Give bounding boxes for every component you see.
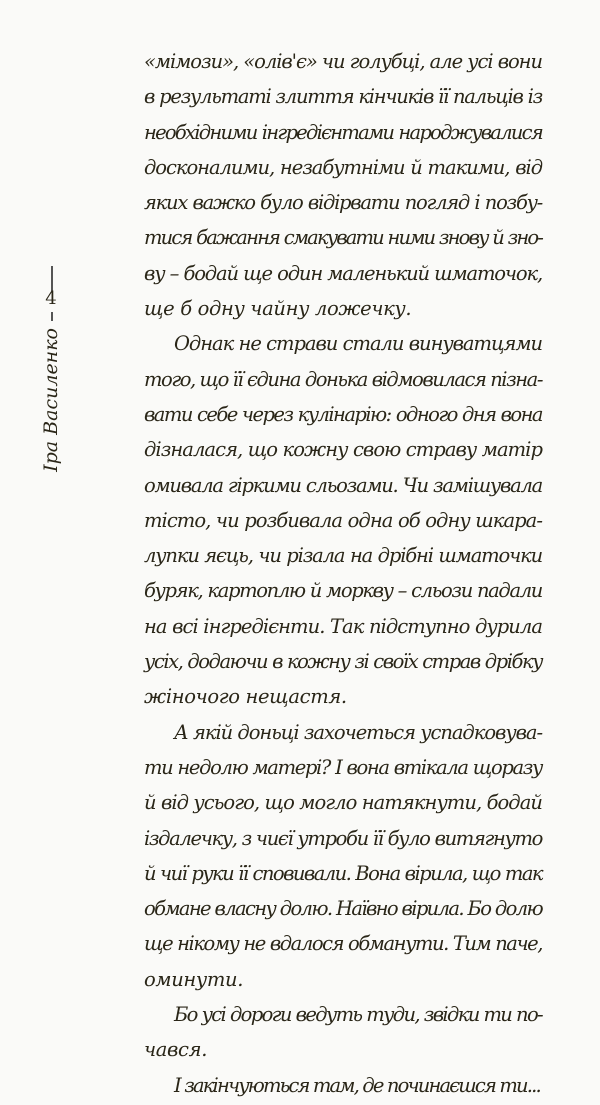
- text-line: [144, 893, 542, 928]
- running-head: [40, 328, 75, 472]
- text-line: [144, 222, 542, 257]
- text-line-content: І закінчуються там, де починаєшся ти...: [174, 1073, 540, 1097]
- text-line-content: обмане власну долю. Наївно вірила. Бо долю: [144, 897, 542, 921]
- text-line: [144, 575, 542, 610]
- text-line: [144, 364, 542, 399]
- text-line-content: необхідними інгредієнтами народжувалися: [144, 120, 542, 144]
- text-line-content: ву – бодай ще один маленький шматочок,: [144, 261, 542, 285]
- text-line: [144, 470, 542, 505]
- text-line-content: на всі інгредієнти. Так підступно дурила: [144, 614, 542, 638]
- text-line: [144, 328, 542, 363]
- text-line-content: лупки яєць, чи різала на дрібні шматочки: [144, 544, 542, 568]
- text-line-content: «мімози», «олів'є» чи голубці, але усі вони: [144, 50, 542, 73]
- text-line-content: омивала гіркими сльозами. Чи замішувала: [144, 473, 542, 497]
- text-line-content: вати себе через кулінарію: одного дня вона: [144, 402, 542, 426]
- text-line: [144, 399, 542, 434]
- author-name: Іра Василенко: [40, 328, 62, 472]
- text-line-content: Однак не страви стали винуватцями: [174, 332, 542, 356]
- text-line-content: ти недолю матері? І вона втікала щоразу: [144, 755, 542, 779]
- text-line-content: тися бажання смакувати ними знову й зно-: [144, 226, 542, 250]
- text-line: [144, 187, 542, 222]
- text-line: [144, 752, 542, 787]
- text-line: [144, 858, 542, 893]
- page-number: 4: [45, 288, 57, 309]
- text-line-content: й чиї руки її сповивали. Вона вірила, що так: [144, 861, 542, 885]
- text-line: [144, 681, 542, 716]
- text-line-content: оминути.: [144, 967, 244, 991]
- text-line-content: ще нікому не вдалося обманути. Тим паче,: [144, 932, 542, 956]
- text-line-content: буряк, картоплю й моркву – сльози падали: [144, 579, 542, 603]
- text-line-content: й від усього, що могло натякнути, бодай: [144, 791, 542, 815]
- text-line: [144, 611, 542, 646]
- text-line-content: жіночого нещастя.: [144, 685, 347, 709]
- text-line-content: дізналася, що кожну свою страву матір: [144, 438, 542, 462]
- body-text: [144, 46, 542, 1105]
- text-line-content: ще б одну чайну ложечку.: [144, 297, 412, 321]
- text-line-content: тісто, чи розбивала одна об одну шкара-: [144, 508, 542, 532]
- text-line: [144, 1070, 542, 1105]
- text-line: [144, 258, 542, 293]
- text-line: [144, 787, 542, 822]
- text-line: [144, 999, 542, 1034]
- margin-rule-middle: [51, 312, 53, 321]
- text-line: [144, 717, 542, 752]
- text-line-content: іздалечку, з чиєї утроби її було витягнуто: [144, 826, 542, 850]
- text-line-content: досконалими, незабутніми й такими, від: [144, 155, 542, 179]
- text-line: [144, 117, 542, 152]
- text-line: [144, 646, 542, 681]
- text-line: [144, 540, 542, 575]
- text-line-content: усіх, додаючи в кожну зі своїх страв дрібку: [144, 650, 542, 674]
- text-line: [144, 46, 542, 81]
- text-line-content: чався.: [144, 1038, 208, 1062]
- text-line: [144, 964, 542, 999]
- text-line: [144, 81, 542, 116]
- text-line: [144, 293, 542, 328]
- text-line: [144, 434, 542, 469]
- text-line: [144, 1034, 542, 1069]
- text-line: [144, 152, 542, 187]
- text-line: [144, 505, 542, 540]
- text-line: [144, 928, 542, 963]
- text-line-content: яких важко було відірвати погляд і позбу-: [144, 191, 542, 215]
- text-line-content: Бо усі дороги ведуть туди, звідки ти по-: [174, 1003, 542, 1027]
- text-line-content: в результаті злиття кінчиків її пальців із: [144, 85, 542, 109]
- text-line: [144, 823, 542, 858]
- text-line-content: того, що її єдина донька відмовилася пізна-: [144, 367, 542, 391]
- text-line-content: А якій доньці захочеться успадковува-: [174, 720, 542, 744]
